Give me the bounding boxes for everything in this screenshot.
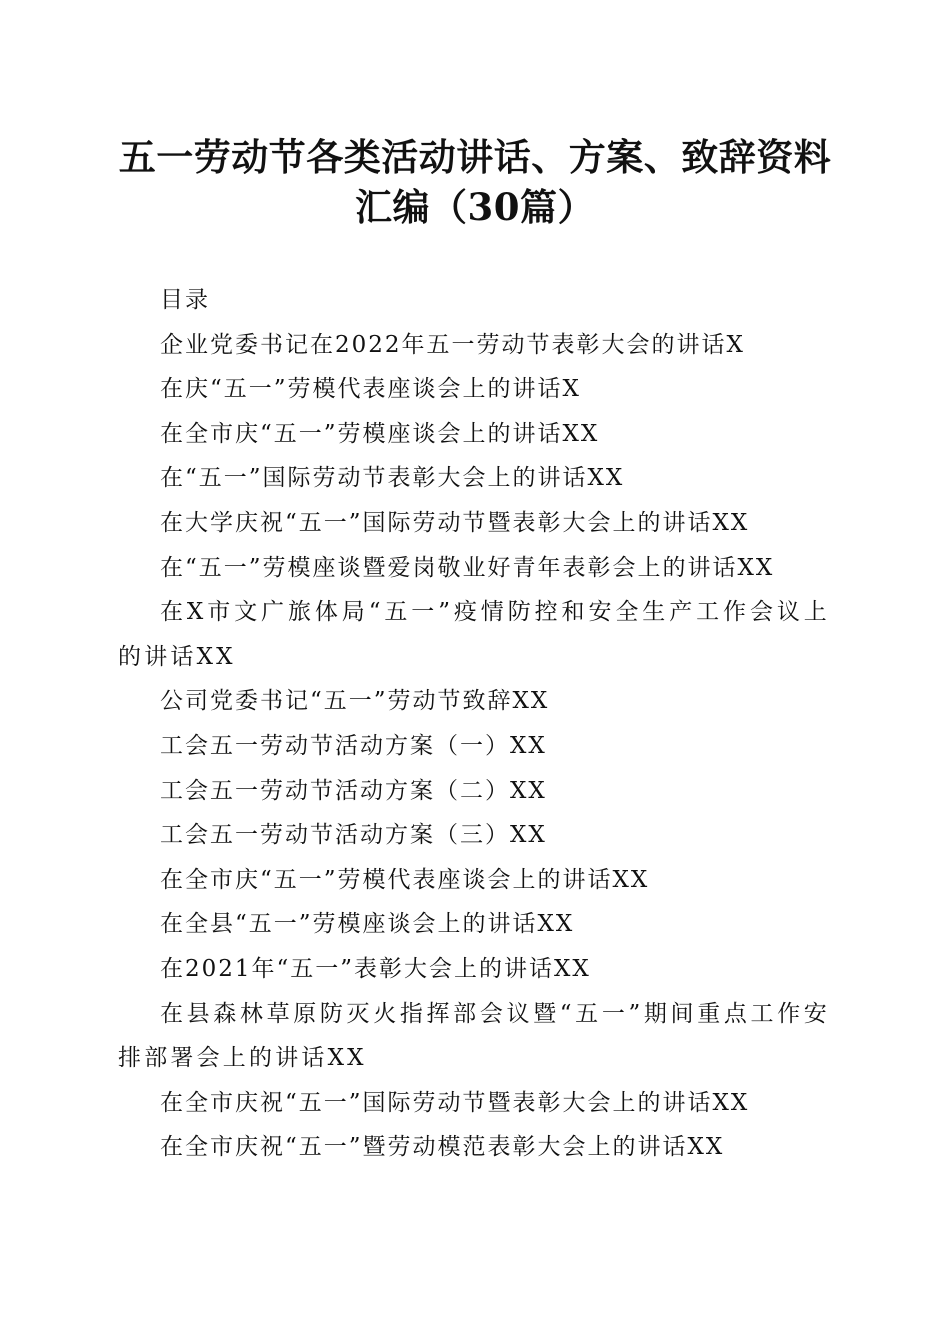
toc-item: 在县森林草原防灭火指挥部会议暨“五一”期间重点工作安排部署会上的讲话XX [118, 1000, 830, 1072]
toc-item: 在“五一”国际劳动节表彰大会上的讲话XX [160, 465, 625, 492]
toc-item: 在全市庆祝“五一”国际劳动节暨表彰大会上的讲话XX [160, 1089, 750, 1116]
toc-item: 在全市庆祝“五一”暨劳动模范表彰大会上的讲话XX [160, 1134, 725, 1161]
toc-item: 工会五一劳动节活动方案（一）XX [160, 732, 547, 759]
document-title: 五一劳动节各类活动讲话、方案、致辞资料汇编（30篇） [118, 135, 832, 229]
toc-item: 公司党委书记“五一”劳动节致辞XX [160, 688, 550, 715]
toc-item: 在全市庆“五一”劳模座谈会上的讲话XX [160, 420, 600, 447]
toc-item: 在全市庆“五一”劳模代表座谈会上的讲话XX [160, 866, 650, 893]
toc-heading: 目录 [160, 287, 210, 313]
toc-item: 在全县“五一”劳模座谈会上的讲话XX [160, 911, 575, 938]
toc-item: 在庆“五一”劳模代表座谈会上的讲话X [160, 376, 581, 403]
table-of-contents [118, 278, 830, 1170]
toc-item: 工会五一劳动节活动方案（二）XX [160, 777, 547, 804]
toc-item: 企业党委书记在2022年五一劳动节表彰大会的讲话X [160, 331, 745, 358]
toc-item: 在大学庆祝“五一”国际劳动节暨表彰大会上的讲话XX [160, 509, 750, 536]
toc-item: 工会五一劳动节活动方案（三）XX [160, 822, 547, 849]
toc-item: 在2021年“五一”表彰大会上的讲话XX [160, 955, 591, 982]
toc-item: 在“五一”劳模座谈暨爱岗敬业好青年表彰会上的讲话XX [160, 554, 775, 581]
toc-item: 在X市文广旅体局“五一”疫情防控和安全生产工作会议上的讲话XX [118, 599, 830, 670]
